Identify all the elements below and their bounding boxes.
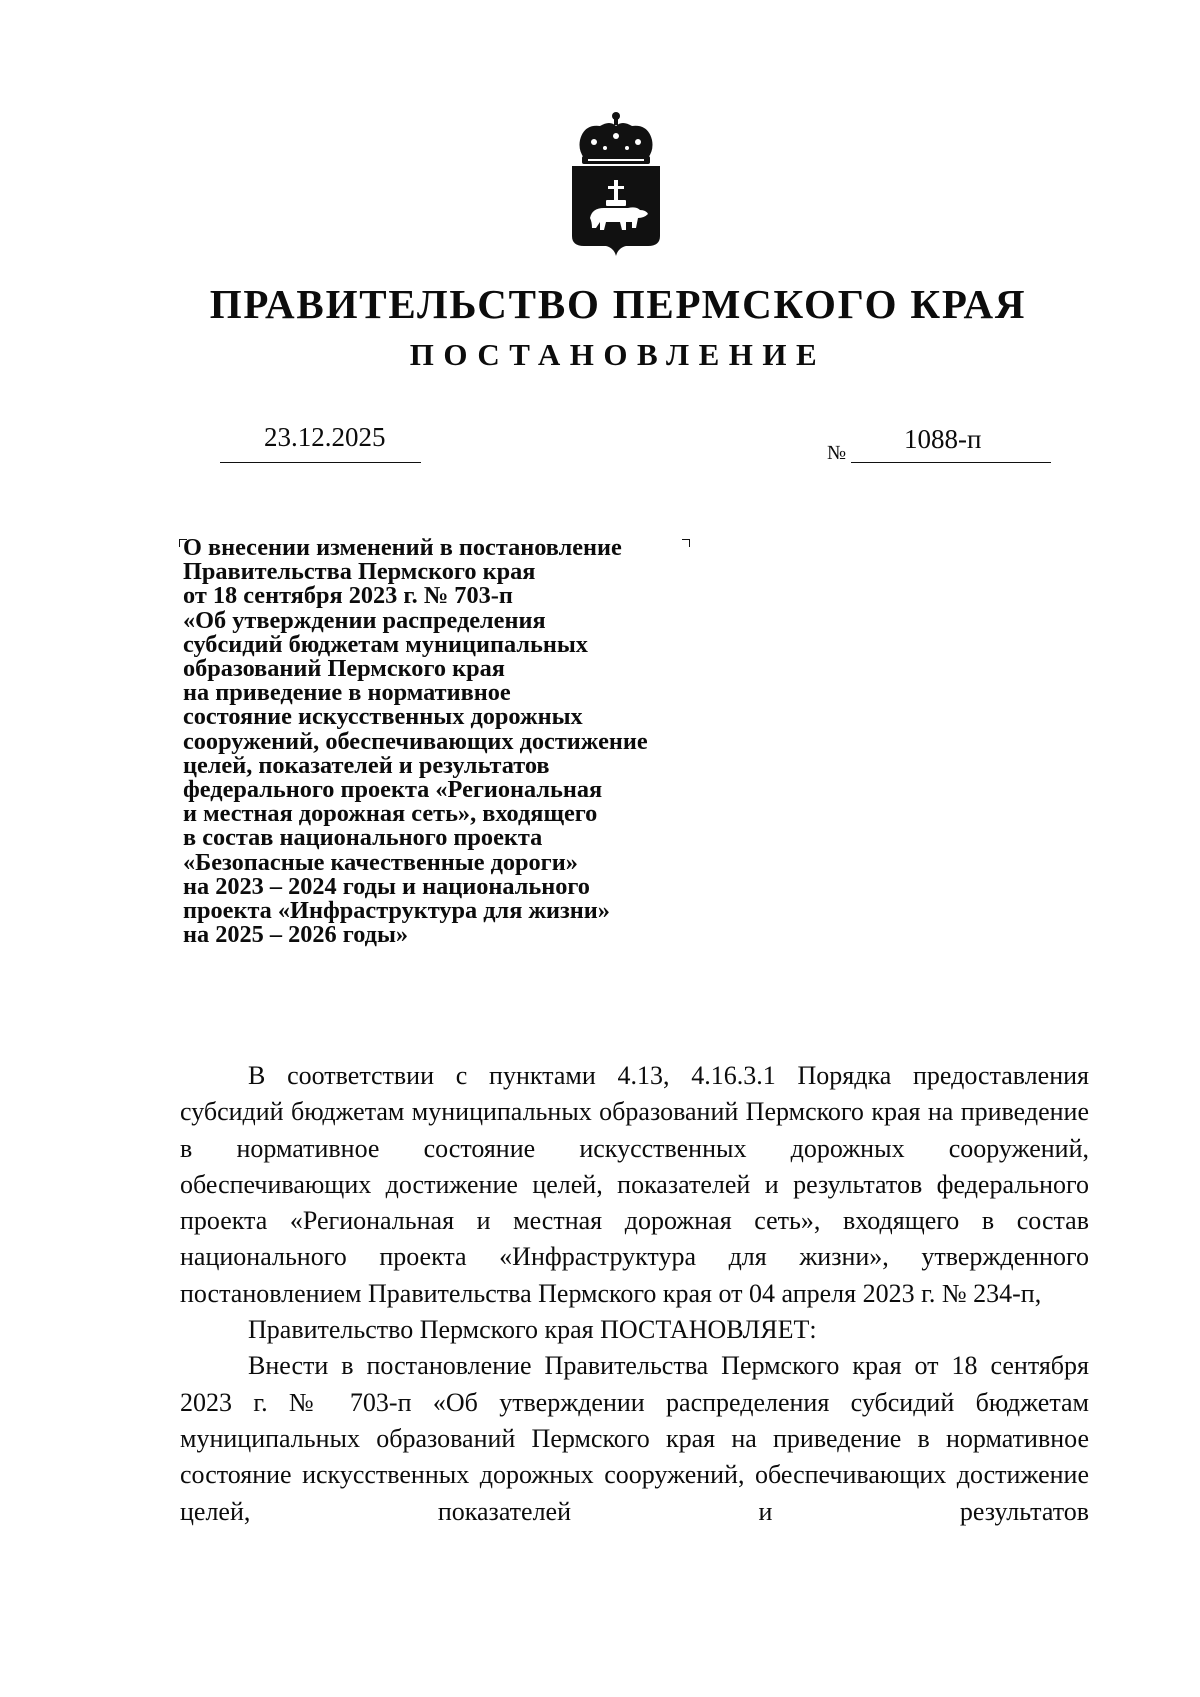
document-type: ПОСТАНОВЛЕНИЕ xyxy=(409,337,827,372)
title-line: «Безопасные качественные дороги» xyxy=(183,848,578,876)
title-line: федерального проекта «Региональная xyxy=(183,776,603,804)
body-paragraph-legal-basis: В соответствии с пунктами 4.13, 4.16.3.1 Порядка предоставления субсидий бюджетам муниципальных образований Пермского края на приведение в нормативное состояние искусственных дорожных сооружений, обеспечивающих достижение целей, показателей и результатов федерального проекта «Региональная и местная дорожная сеть», входящего в состав национального проекта «Инфраструктура для жизни», утвержденного постановлением Правительства Пермского края от 04 апреля 2023 г. № 234-п, xyxy=(180,1061,1089,1308)
title-line: проекта «Инфраструктура для жизни» xyxy=(183,897,610,925)
title-line: в состав национального проекта xyxy=(183,824,543,852)
document-title xyxy=(183,536,648,947)
title-line: «Об утверждении распределения xyxy=(183,606,546,634)
title-line: целей, показателей и результатов xyxy=(183,751,550,779)
document-number: 1088-п xyxy=(904,424,982,454)
perm-krai-coat-of-arms-icon xyxy=(570,110,662,260)
title-line: образований Пермского края xyxy=(183,655,505,683)
organization-name: ПРАВИТЕЛЬСТВО ПЕРМСКОГО КРАЯ xyxy=(209,281,1027,327)
title-line: Правительства Пермского края xyxy=(183,558,536,586)
date-underline xyxy=(220,462,421,463)
title-corner-mark-right xyxy=(682,539,690,547)
body-paragraph-resolves: Правительство Пермского края ПОСТАНОВЛЯЕТ: xyxy=(248,1315,817,1345)
number-underline xyxy=(851,462,1051,463)
title-line: О внесении изменений в постановление xyxy=(183,534,622,561)
document-date: 23.12.2025 xyxy=(264,422,386,452)
body-paragraph-amendment: Внести в постановление Правительства Пермского края от 18 сентября 2023 г. № 703-п «Об утверждении распределения субсидий бюджетам муниципальных образований Пермского края на приведение в нормативное состояние искусственных дорожных сооружений, обеспечивающих достижение целей, показателей и результатов xyxy=(180,1351,1089,1526)
title-line: на 2023 – 2024 годы и национального xyxy=(183,872,590,900)
title-line: сооружений, обеспечивающих достижение xyxy=(183,727,648,755)
title-line: субсидий бюджетам муниципальных xyxy=(183,630,588,658)
title-line: на 2025 – 2026 годы» xyxy=(183,921,409,949)
number-sign: № xyxy=(827,442,847,464)
title-line: на приведение в нормативное xyxy=(183,679,511,707)
document-body xyxy=(180,1058,1089,1530)
title-line: и местная дорожная сеть», входящего xyxy=(183,800,598,828)
title-line: состояние искусственных дорожных xyxy=(183,703,583,731)
title-line: от 18 сентября 2023 г. № 703-п xyxy=(183,582,513,610)
